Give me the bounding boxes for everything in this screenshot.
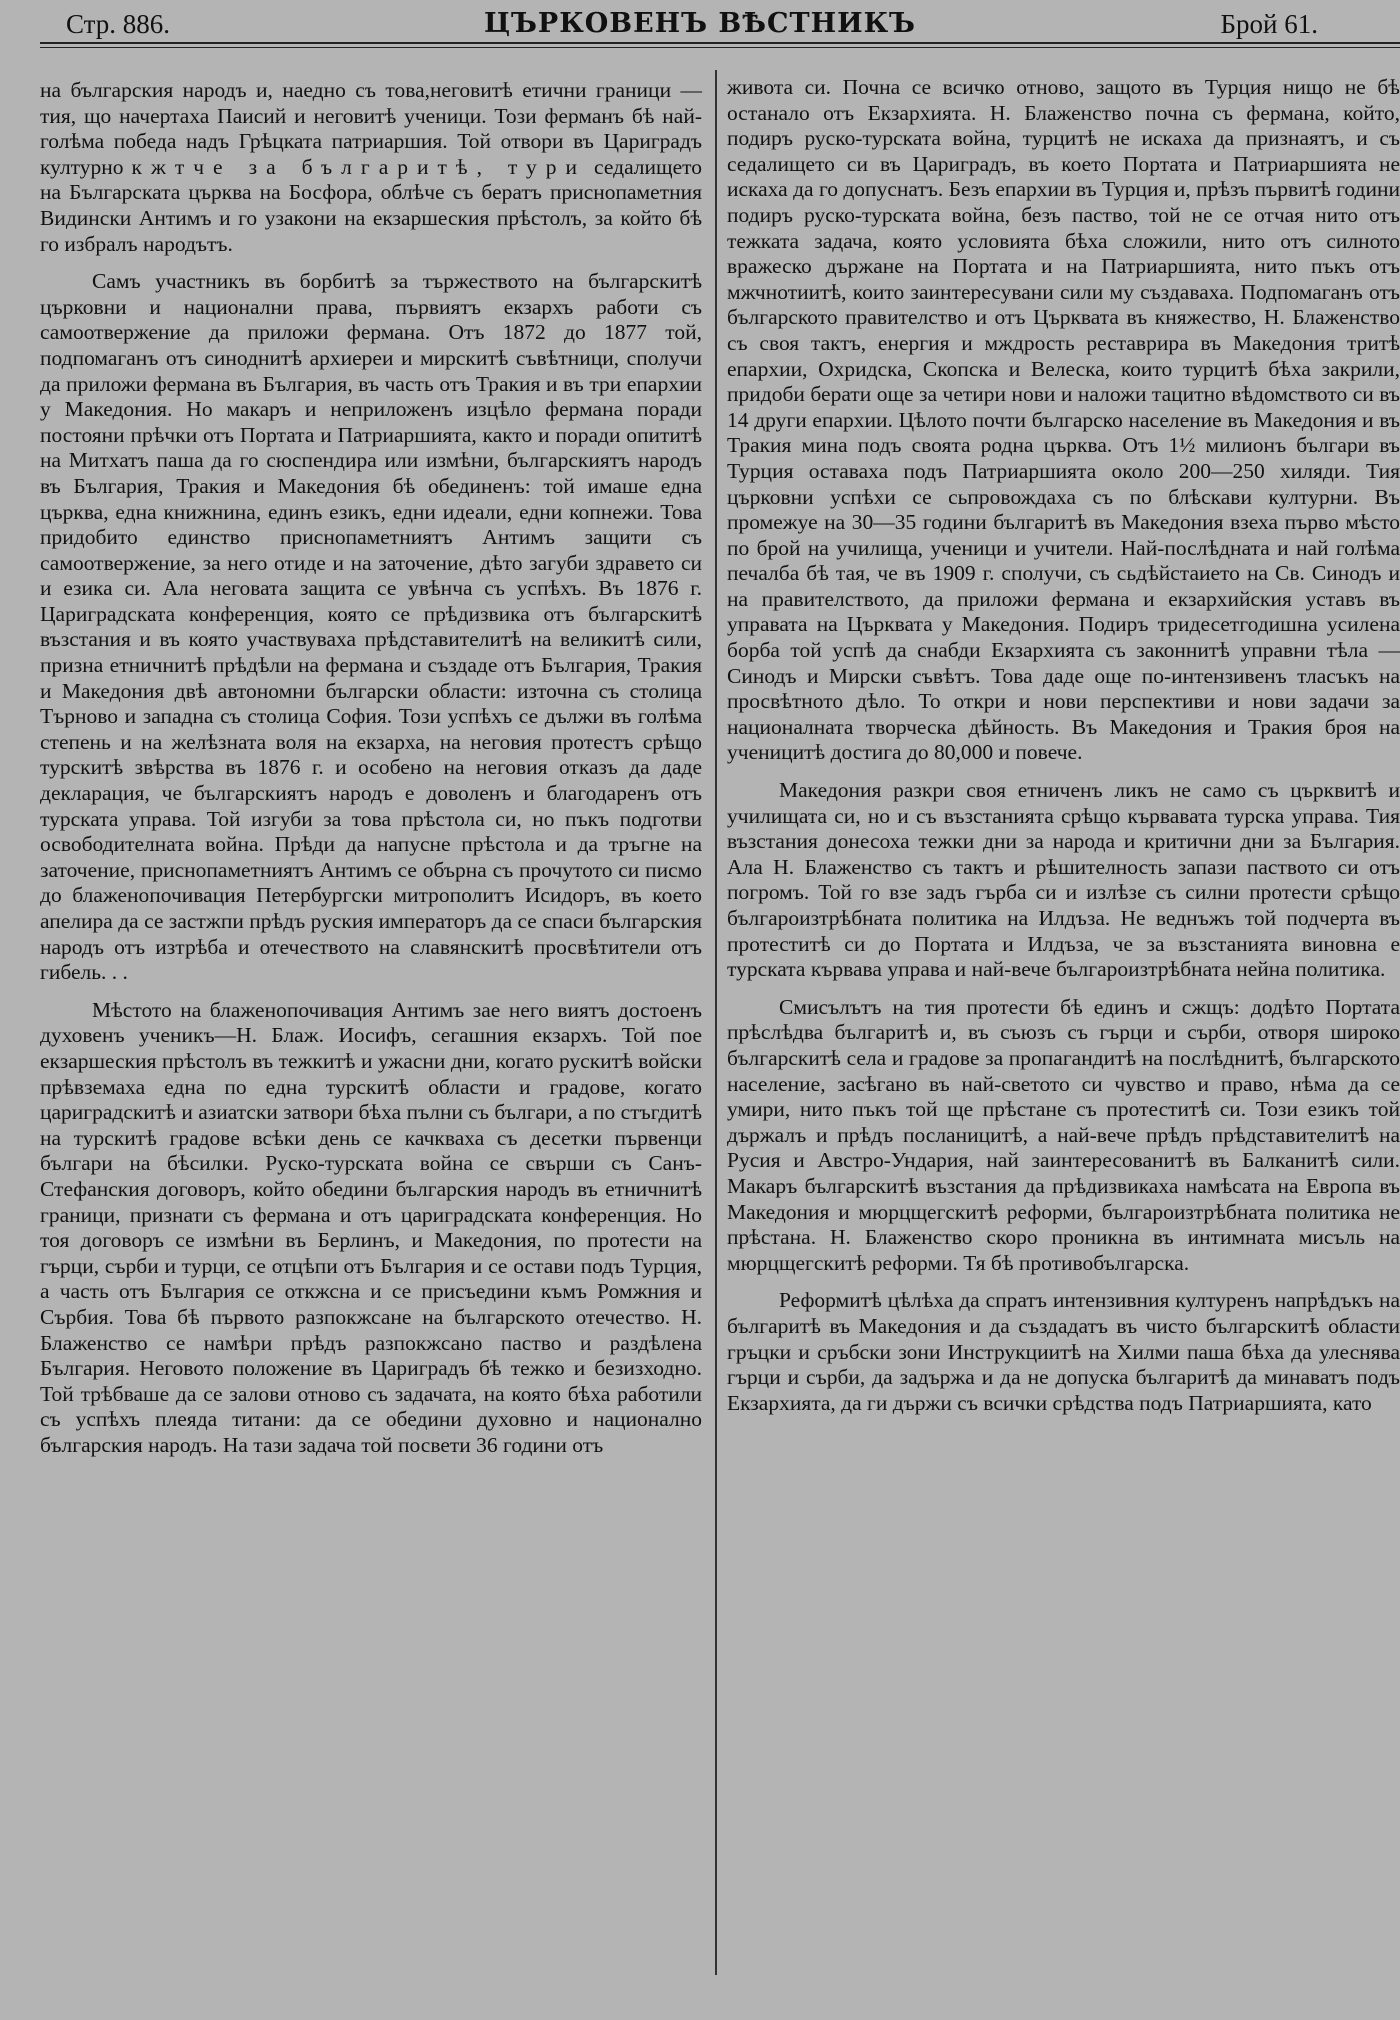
spaced-text-run: кжтче за българитѣ, тури bbox=[131, 154, 587, 179]
paragraph: Реформитѣ цѣлѣха да спратъ интензивния културенъ напрѣдъкъ на българитѣ въ Македония и да създадатъ въ чисто българскитѣ области гръцки и сръбски зони Инструкциитѣ на Хилми паша бѣха да улеснява гърци и сърби, да задържа и да не допуска българитѣ да минаватъ подъ Екзархията, да ги държи съ всички срѣдства подъ Патриаршията, като bbox=[727, 1288, 1400, 1415]
page-number: Стр. 886. bbox=[66, 9, 171, 39]
paragraph: Мѣстото на блаженопочивация Антимъ зае него виятъ достоенъ духовенъ ученикъ—Н. Блаж. Иосифъ, сегашния екзархъ. Той пое екзаршеския прѣстолъ въ тежкитѣ и ужасни дни, когато рускитѣ войски прѣвземаха една по една турскитѣ области и градове, когато цариградскитѣ и азиатски затвори бѣха пълни съ българи, а по стъгдитѣ на турскитѣ градове всѣки день се качкваха съ десетки първенци българи на бѣсилки. Руско-турската война се свърши съ Санъ-Стефанския договоръ, който обедини българския народъ въ етничнитѣ граници, признати съ фермана и отъ цариградската конференция. Но тоя договоръ се измѣни въ Берлинъ, и Македония, по протести на гърци, сърби и турци, се отцѣпи отъ България и се остави подъ Турция, а часть отъ България се откжсна и се присъедини къмъ Ромжния и Сърбия. Това бѣ първото разпокжсане на българското отечество. Н. Блаженство се намѣри прѣдъ разпокжсано паство и раздѣлена България. Неговото положение въ Цариградъ бѣ тежко и безизходно. Той трѣбваше да се залови отново съ задачата, на която бѣха работили съ успѣхъ плеяда титани: да се обедини духовно и национално българския народъ. На тази задача той посвети 36 години отъ bbox=[40, 997, 702, 1457]
right-column bbox=[727, 75, 1400, 1416]
page-header bbox=[40, 6, 1360, 40]
paragraph: живота си. Почна се всичко отново, защото въ Турция нищо не бѣ останало отъ Екзархията. Н. Блаженство почна съ фермана, който, подиръ руско-турската война, турцитѣ не искаха да признаятъ, и съ седалището си въ Цариградъ, въ което Портата и Патриаршията не искаха да го допуснатъ. Безъ епархии въ Турция и, прѣзъ първитѣ години подиръ руско-турската война, безъ паство, той не се отчая нито отъ тежката задача, която условията бѣха сложили, нито отъ силното вражеско държане на Портата и на Патриаршията, нито пъкъ отъ мжчнотиитѣ, които заинтересувани сили му създаваха. Подпомаганъ отъ българското правителство и отъ Църквата въ княжество, Н. Блаженство съ своя тактъ, енергия и мждрость реставрира въ Македония тритѣ епархии, Охридска, Скопска и Велеска, които турцитѣ бѣха закрили, придоби берати още за четири нови и наложи тацитно вѣдомството си въ 14 други епархии. Цѣлото почти българско население въ Македония и въ Тракия мина подъ своята родна църква. Отъ 1½ милионъ българи въ Турция оставаха подъ Патриаршията около 200—250 хиляди. Тия църковни успѣхи се сьпровождаха съ по блѣскави културни. Въ промежуе на 30—35 години българитѣ въ Македония взеха първо мѣсто по брой на училища, ученици и учители. Най-послѣдната и най голѣма печалба бѣ тая, че въ 1909 г. сполучи, съ сьдѣйстаието на Св. Синодъ и на правителството, да приложи фермана и екзархийския уставъ въ управата на Църквата у Македония. Подиръ тридесетгодишна усилена борба той успѣ да снабди Екзархията съ законнитѣ управни тѣла — Синодъ и Мирски съвѣтъ. Това даде още по-интензивенъ тласъкъ на просвѣтното дѣло. То откри и нови перспективи и нови задачи за националната творческа дѣйность. Въ Македония и Тракия броя на ученицитѣ достига до 80,000 и повече. bbox=[727, 75, 1400, 765]
text-run: на българския народъ и, наедно съ това,неговитѣ етични граници — тия, що начертаха Паисий и неговитѣ ученици. Този ферманъ бѣ най-голѣма победа надъ Грѣцката патриаршия. Той отвори въ Цариградъ културно bbox=[40, 78, 702, 179]
paragraph: Самъ участникъ въ борбитѣ за тържеството на българскитѣ църковни и национални права, първиятъ екзархъ работи съ самоотвержение да приложи фермана. Отъ 1872 до 1877 той, подпомаганъ отъ синоднитѣ архиереи и мирскитѣ съвѣтници, сполучи да приложи фермана въ България, въ часть отъ Тракия и въ три епархии у Македония. Но макаръ и неприложенъ изцѣло фермана поради постояни прѣчки отъ Портата и Патриаршията, както и поради опититѣ на Митхатъ паша да го сюспендира или измѣни, българскиятъ народъ въ България, Тракия и Македония бѣ обединенъ: той имаше една църква, една книжнина, единъ езикъ, едни идеали, едни копнежи. Това придобито единство приснопаметниятъ Антимъ защити съ самоотвержение, за него отиде и на заточение, дѣто загуби здравето си и езика си. Ала неговата защита се увѣнча съ успѣхъ. Въ 1876 г. Цариградската конференция, която се прѣдизвика отъ българскитѣ възстания и въ която участвуваха прѣдставителитѣ на великитѣ сили, призна етничнитѣ прѣдѣли на фермана и създаде отъ България, Тракия и Македония двѣ автономни български области: източна съ столица Търново и западна съ столица София. Този успѣхъ се дължи въ голѣма степень и на желѣзната воля на екзарха, на неговия протестъ срѣщо турскитѣ звѣрства въ 1876 г. и особено на неговия отказъ да даде декларация, че българскиятъ народъ е доволенъ и благодаренъ отъ турската управа. Той изгуби за това прѣстола си, но пъкъ подготви освободителната война. Прѣди да напусне прѣстола и да тръгне на заточение, приснопаметниятъ Антимъ се обърна съ прочутото си писмо до блаженопочивация Петербургски митрополитъ Исидоръ, въ което апелира да се застжпи прѣдъ руския императоръ да се спаси българския народъ отъ изтрѣба и отечеството на славянскитѣ просвѣтители отъ гибель. . . bbox=[40, 269, 702, 985]
paragraph bbox=[40, 78, 702, 257]
header-rule-thin bbox=[40, 47, 1400, 48]
header-rule-thick bbox=[40, 42, 1400, 44]
newspaper-title: ЦЪРКОВЕНЪ ВѢСТНИКЪ bbox=[483, 8, 917, 39]
column-divider bbox=[715, 70, 717, 1975]
paragraph: Смисълътъ на тия протести бѣ единъ и сжщъ: додѣто Портата прѣслѣдва българитѣ и, въ съюзъ съ гърци и сърби, отворя широко българскитѣ села и градове за пропагандитѣ на послѣднитѣ, българското население, засѣгано въ най-светото си чувство и право, нѣма да се умири, нито пъкъ той ще прѣстане съ протеститѣ си. Този езикъ той държалъ и прѣдъ посланицитѣ, а най-вече прѣдъ прѣдставителитѣ на Русия и Австро-Ундария, най заинтересованитѣ въ Балканитѣ сили. Макаръ българскитѣ възстания да прѣдизвикаха намѣсата на Европа въ Македония и мюрцщегскитѣ реформи, българоизтрѣбната политика не прѣстана. Н. Блаженство скоро проникна въ интимната мисъль на мюрцщегскитѣ реформи. Тя бѣ противобългарска. bbox=[727, 994, 1400, 1275]
paragraph: Македония разкри своя етниченъ ликъ не само съ църквитѣ и училищата си, но и съ възстанията срѣщо кървавата турска управа. Тия възстания донесоха тежки дни за народа и критични дни за България. Ала Н. Блаженство съ тактъ и рѣшителность запази паството си отъ погромъ. Той го взе задъ гърба си и излѣзе съ силни протести срѣщо българоизтрѣбната политика на Илдъза. Не веднъжъ той подчерта въ протеститѣ си до Портата и Илдъза, че за възстанията виновна е турската кървава управа и най-вече българоизтрѣбната нейна политика. bbox=[727, 778, 1400, 982]
text-run: седалището на Българската църква на Босфора, облѣче съ бератъ приснопаметния Видински Антимъ и го узакони на екзаршеския прѣстолъ, за който бѣ го избралъ народътъ. bbox=[40, 154, 702, 256]
issue-number: Брой 61. bbox=[1220, 9, 1318, 39]
left-column bbox=[40, 78, 702, 1458]
